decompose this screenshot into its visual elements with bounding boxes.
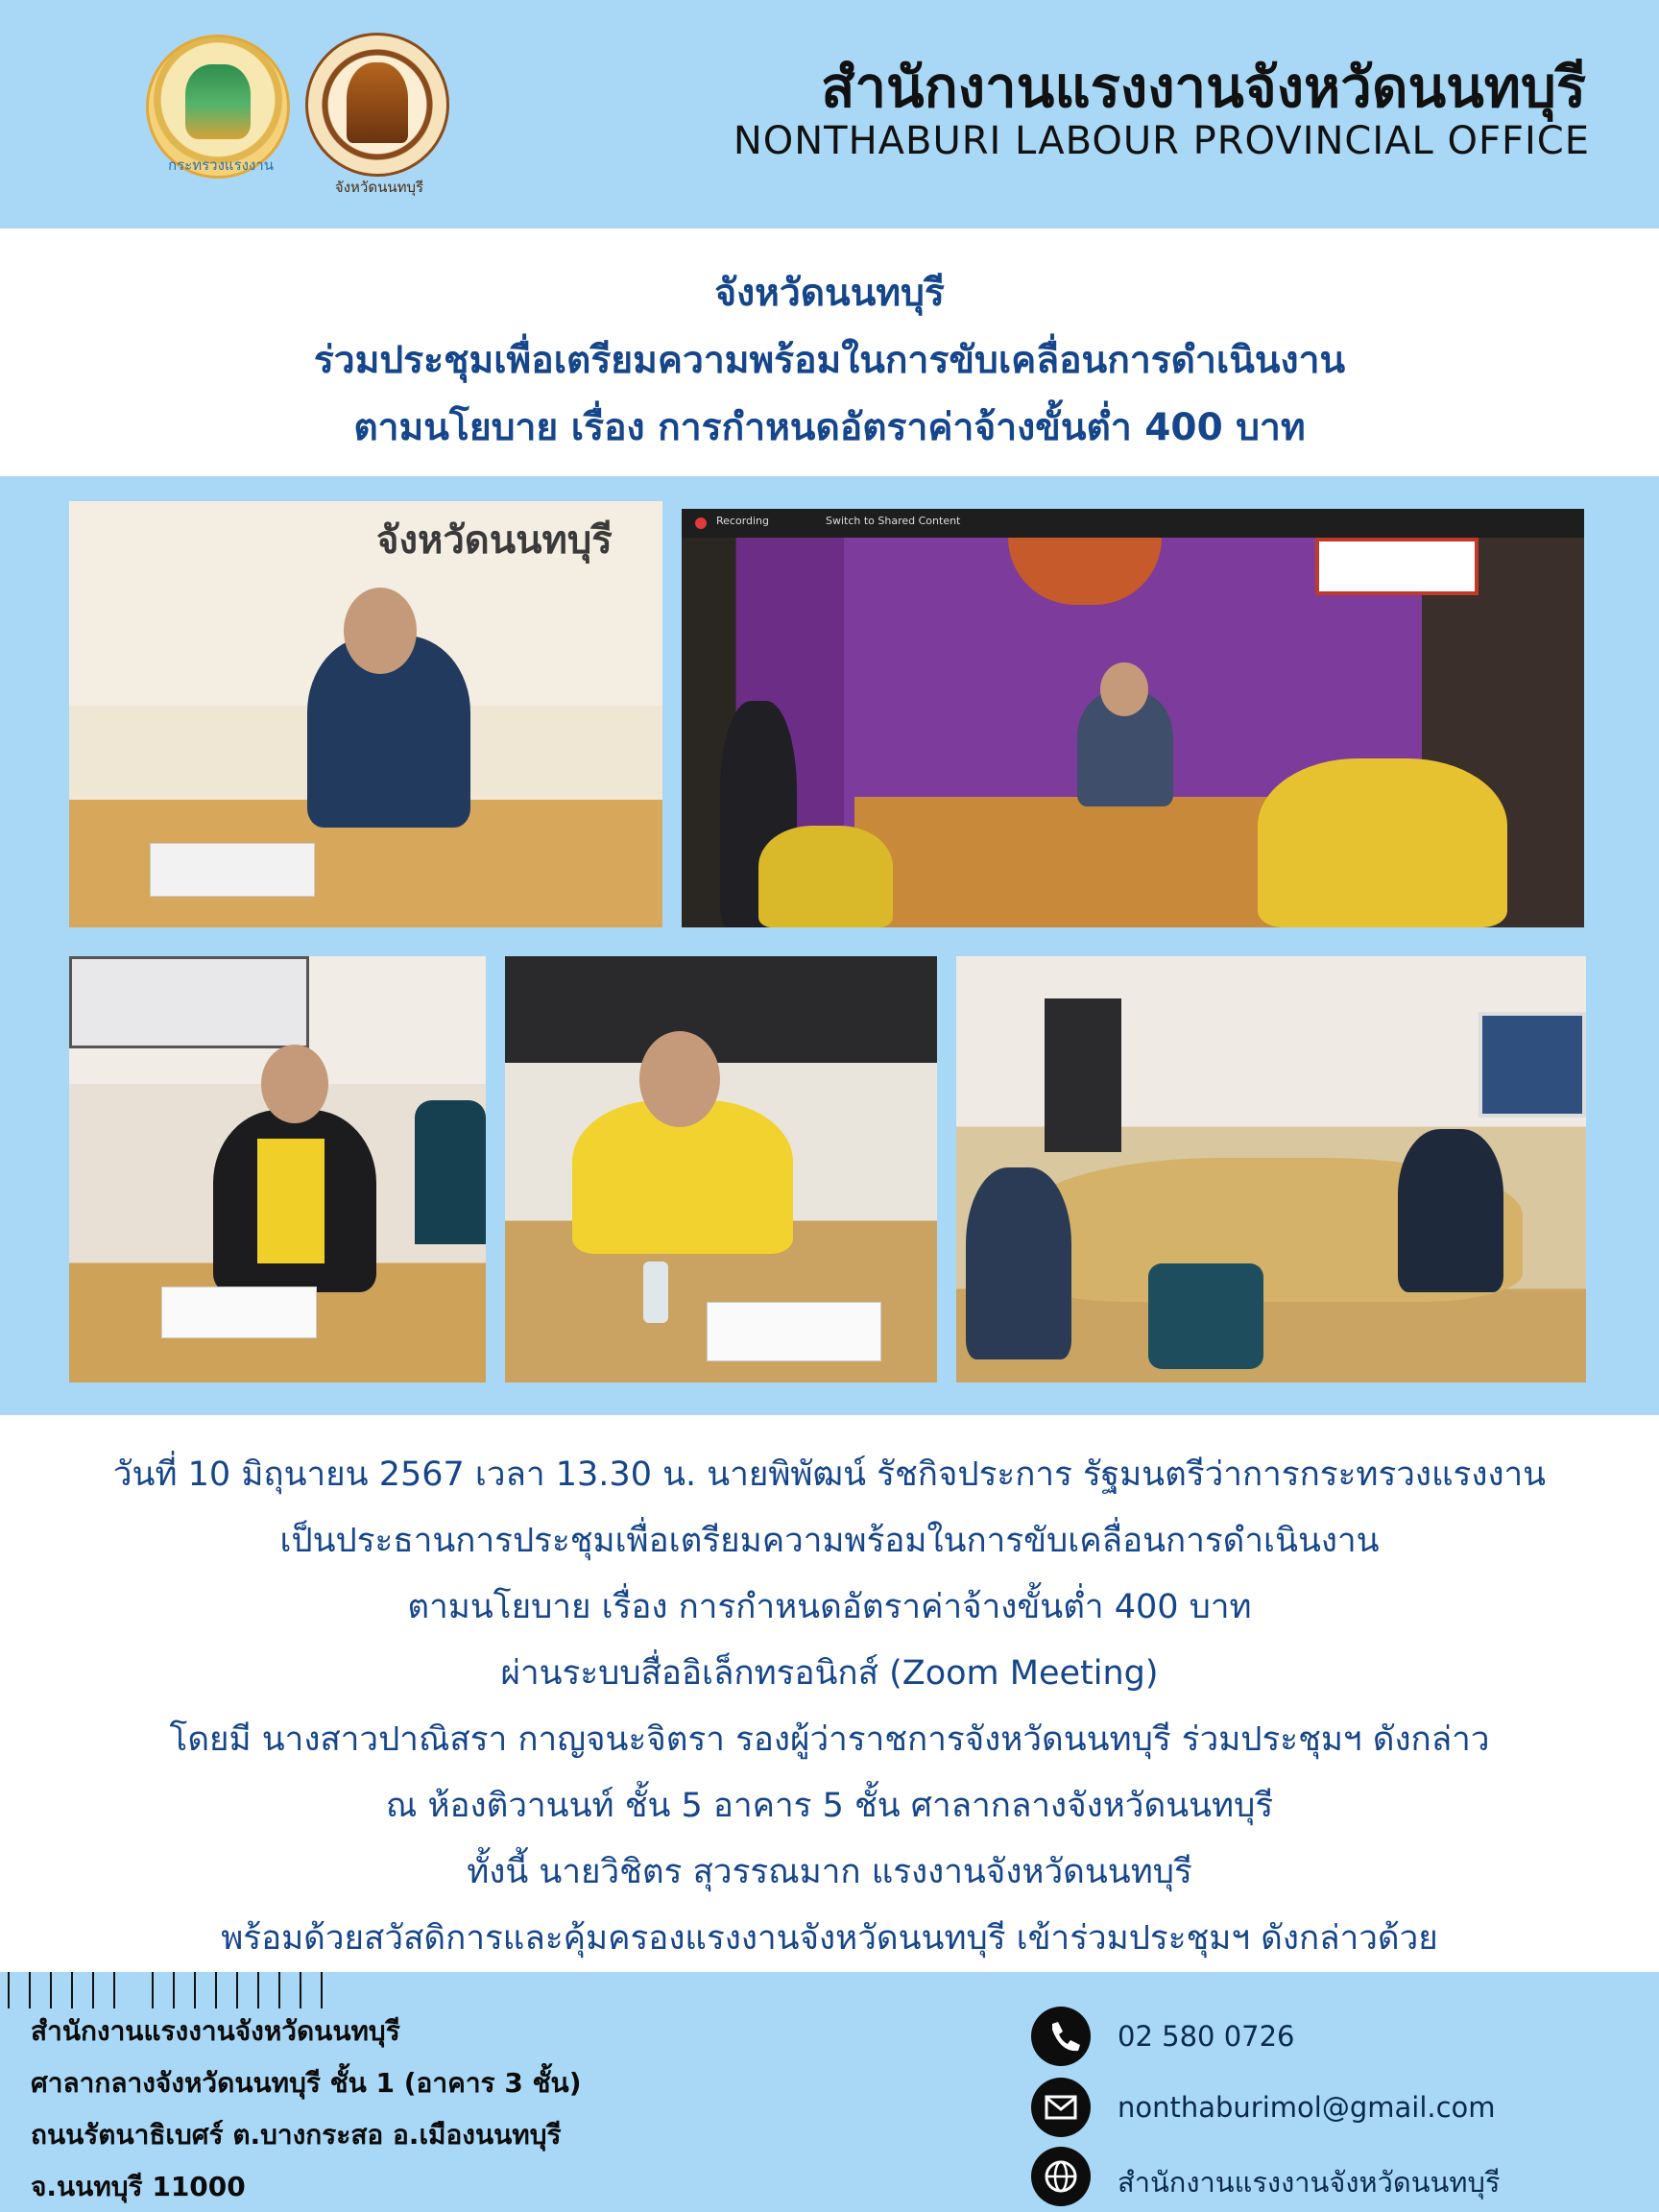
- body-line-3: ตามนโยบาย เรื่อง การกำหนดอัตราค่าจ้างขั้นต่ำ 400 บาท: [407, 1588, 1252, 1626]
- body-line-7: ทั้งนี้ นายวิชิตร สุวรรณมาก แรงงานจังหวัดนนทบุรี: [467, 1853, 1192, 1891]
- mail-icon: [1031, 2078, 1091, 2137]
- header-banner: [0, 0, 1659, 228]
- photo-zoom-meeting-screen: [682, 509, 1584, 927]
- room-door: [1045, 998, 1121, 1152]
- office-title-english: NONTHABURI LABOUR PROVINCIAL OFFICE: [733, 119, 1590, 163]
- body-line-2: เป็นประธานการประชุมเพื่อเตรียมความพร้อมในการขับเคลื่อนการดำเนินงาน: [279, 1522, 1380, 1560]
- province-seal-caption: จังหวัดนนทบุรี: [334, 179, 424, 196]
- projection-screen: [1479, 1012, 1586, 1118]
- office-title-thai: สำนักงานแรงงานจังหวัดนนทบุรี: [821, 55, 1586, 120]
- person-head: [344, 588, 417, 674]
- photo-labour-officer: [69, 956, 486, 1382]
- ministry-logo-caption: กระทรวงแรงงาน: [168, 156, 274, 174]
- chair: [415, 1100, 486, 1244]
- facebook-page-name[interactable]: สำนักงานแรงงานจังหวัดนนทบุรี: [1118, 2166, 1501, 2199]
- photo-vice-governor: [69, 501, 662, 927]
- photo-wall-sign: จังหวัดนนทบุรี: [376, 518, 613, 563]
- barcode-decoration: [8, 1972, 334, 2010]
- switch-shared-content-label: Switch to Shared Content: [826, 515, 961, 527]
- attendees-left: [758, 826, 893, 927]
- zoom-toolbar: [682, 509, 1584, 538]
- photo-collage: [0, 476, 1659, 1415]
- news-headline: [0, 228, 1659, 476]
- headline-line-3: ตามนโยบาย เรื่อง การกำหนดอัตราค่าจ้างขั้นต่ำ 400 บาท: [353, 406, 1306, 449]
- address-line-1: สำนักงานแรงงานจังหวัดนนทบุรี: [31, 2015, 400, 2047]
- phone-icon: [1031, 2007, 1091, 2066]
- body-line-1: วันที่ 10 มิถุนายน 2567 เวลา 13.30 น. นายพิพัฒน์ รัชกิจประการ รัฐมนตรีว่าการกระทรวงแรงงาน: [112, 1455, 1547, 1494]
- name-plate: [707, 1302, 881, 1361]
- person-head: [639, 1031, 720, 1127]
- wall-banner: [1315, 538, 1479, 595]
- yellow-shirt: [257, 1139, 325, 1263]
- news-body: [0, 1415, 1659, 1972]
- attendees-right: [1258, 758, 1507, 927]
- body-line-6: ณ ห้องติวานนท์ ชั้น 5 อาคาร 5 ชั้น ศาลากลางจังหวัดนนทบุรี: [385, 1787, 1274, 1825]
- name-plate: [150, 843, 315, 897]
- globe-icon: [1031, 2147, 1091, 2206]
- address-line-2: ศาลากลางจังหวัดนนทบุรี ชั้น 1 (อาคาร 3 ชั้น): [31, 2067, 582, 2099]
- attendee-right: [1398, 1129, 1503, 1292]
- attendee-front-left: [966, 1167, 1071, 1359]
- phone-number[interactable]: 02 580 0726: [1118, 2020, 1295, 2053]
- footer-contact: [0, 1972, 1659, 2212]
- nonthaburi-province-seal: [305, 33, 449, 177]
- name-plate: [161, 1286, 317, 1338]
- recording-label: Recording: [716, 515, 770, 527]
- body-line-4: ผ่านระบบสื่ออิเล็กทรอนิกส์ (Zoom Meeting): [500, 1654, 1159, 1693]
- body-line-8: พร้อมด้วยสวัสดิการและคุ้มครองแรงงานจังหวัดนนทบุรี เข้าร่วมประชุมฯ ดังกล่าวด้วย: [221, 1919, 1438, 1958]
- logo-emblem-figure: [185, 64, 251, 139]
- photo-meeting-room: [956, 956, 1586, 1382]
- person-head: [261, 1045, 328, 1123]
- chair: [1148, 1263, 1263, 1369]
- minister-head: [1100, 662, 1148, 716]
- recording-dot-icon: [695, 517, 707, 529]
- body-line-5: โดยมี นางสาวปาณิสรา กาญจนะจิตรา รองผู้ว่าราชการจังหวัดนนทบุรี ร่วมประชุมฯ ดังกล่าว: [169, 1720, 1490, 1759]
- address-line-4: จ.นนทบุรี 11000: [31, 2171, 246, 2202]
- address-line-3: ถนนรัตนาธิเบศร์ ต.บางกระสอ อ.เมืองนนทบุรี: [31, 2119, 562, 2151]
- photo-welfare-officer: [505, 956, 937, 1382]
- headline-line-2: ร่วมประชุมเพื่อเตรียมความพร้อมในการขับเคลื่อนการดำเนินงาน: [313, 339, 1346, 382]
- wall-screen: [69, 956, 309, 1048]
- email-address[interactable]: nonthaburimol@gmail.com: [1118, 2091, 1496, 2124]
- water-bottle: [643, 1262, 668, 1323]
- seal-emblem-figure: [347, 62, 408, 143]
- ministry-emblem-on-wall: [1008, 538, 1162, 605]
- headline-line-1: จังหวัดนนทบุรี: [714, 272, 945, 315]
